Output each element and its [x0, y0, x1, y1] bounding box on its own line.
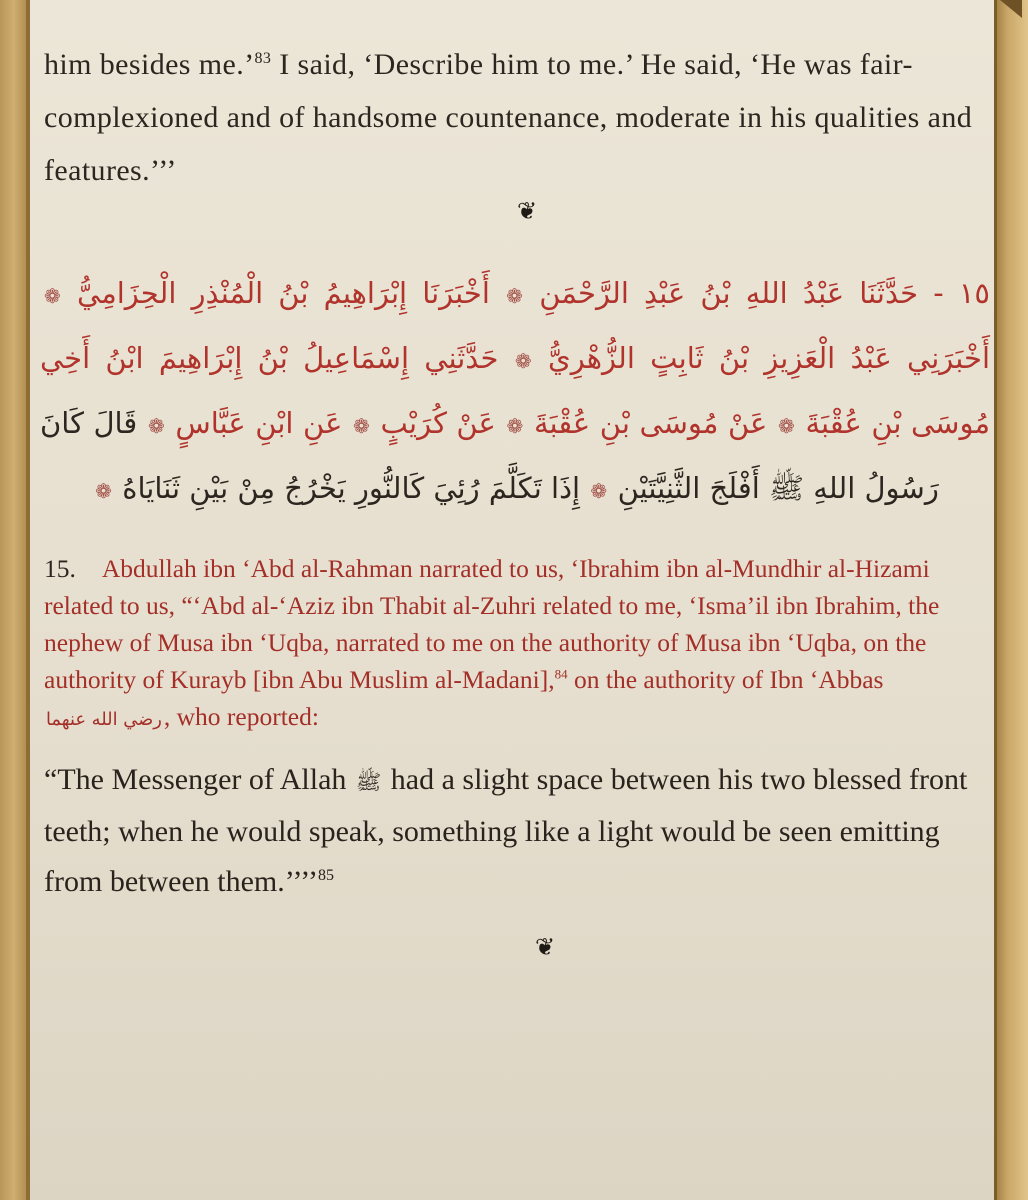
narration-chain: Abdullah ibn ‘Abd al-Rahman narrated to us, ‘Ibrahim ibn al-Mundhir al-Hizami related to us, “‘Abd al-‘Aziz ibn Thabit al-Zuhri related to me, ‘Isma’il ibn Ibrahim, the nephew of Musa ibn ‘Uqba, narrated to me on the authority of Musa ibn ‘Uqba, on the authority of Kurayb [ibn Abu Muslim al-Madani],	[44, 554, 940, 694]
arabic-separator: ❁	[502, 349, 545, 373]
quote-text-1: “The Messenger of Allah	[44, 763, 354, 796]
continued-text-1: him besides me.’	[44, 48, 255, 81]
footnote-85: 85	[318, 867, 335, 885]
arabic-separator: ❁	[44, 284, 74, 308]
footnote-84: 84	[554, 666, 568, 682]
arabic-segment: إِذَا تَكَلَّمَ رُئِيَ كَالنُّورِ يَخْرُجُ مِنْ بَيْنِ ثَنَايَاهُ	[122, 471, 581, 505]
narration-end: , who reported:	[163, 702, 319, 731]
arabic-separator: ❁	[584, 479, 614, 503]
arabic-segment: عَنْ مُوسَى بْنِ عُقْبَةَ	[533, 406, 768, 440]
hadith-quote	[44, 755, 988, 907]
arabic-segment: عَنِ ابْنِ عَبَّاسٍ	[175, 406, 343, 440]
arabic-segment: قَالَ كَانَ رَسُولُ اللهِ ﷺ أَفْلَجَ الثَّنِيَّتَيْنِ	[40, 406, 939, 505]
arabic-separator: ❁	[493, 284, 536, 308]
arabic-segment: حَدَّثَنِي إِسْمَاعِيلُ بْنُ إِبْرَاهِيمَ ابْنُ أَخِي مُوسَى بْنِ عُقْبَةَ	[40, 341, 990, 440]
page-border-right	[994, 0, 1028, 1200]
arabic-hadith-text	[40, 262, 990, 522]
arabic-segment: أَخْبَرَنَا إِبْرَاهِيمُ بْنُ الْمُنْذِرِ الْحِزَامِيُّ	[77, 276, 490, 310]
continued-paragraph	[44, 38, 988, 197]
footnote-83: 83	[254, 50, 272, 67]
arabic-separator: ❁	[771, 414, 802, 438]
arabic-segment: أَخْبَرَنِي عَبْدُ الْعَزِيزِ بْنُ ثَابِتٍ الزُّهْرِيُّ	[548, 341, 991, 375]
narration-paragraph	[44, 550, 988, 738]
arabic-separator: ❁	[141, 414, 172, 438]
quote-text-2: had a slight space between his two blessed front teeth; when he would speak, something like a light would be seen emitting from between them.’’’’	[44, 763, 968, 899]
arabic-separator: ❁	[499, 414, 530, 438]
narration-chain-2: on the authority of Ibn ‘Abbas	[567, 665, 884, 694]
salutation-glyph: ﷺ	[355, 770, 382, 795]
arabic-segment: حَدَّثَنَا عَبْدُ اللهِ بْنُ عَبْدِ الرَّحْمَنِ	[539, 276, 919, 310]
page-border-left	[0, 0, 30, 1200]
corner-mark	[1000, 0, 1022, 18]
section-ornament-bottom: ❦	[534, 933, 556, 961]
continued-text-2: I said, ‘Describe him to me.’ He said, ‘He was fair-complexioned and of handsome countenance, moderate in his qualities and features.’’’	[44, 48, 973, 187]
honorific-glyph: رضي الله عنهما	[46, 708, 162, 730]
hadith-number: 15.	[44, 554, 76, 583]
arabic-segment: عَنْ كُرَيْبٍ	[380, 406, 496, 440]
arabic-separator: ❁	[95, 479, 119, 503]
section-ornament-top: ❦	[516, 197, 538, 225]
arabic-separator: ❁	[346, 414, 377, 438]
arabic-hadith-number: ١٥ -	[918, 276, 990, 310]
